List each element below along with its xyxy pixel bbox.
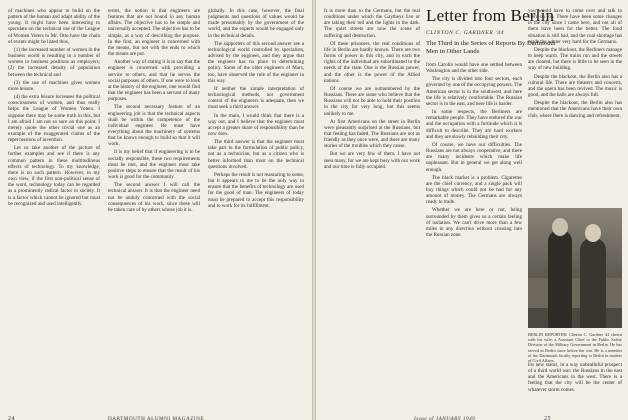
right-column-1 <box>324 8 420 402</box>
paragraph: from Carolin would have one settled between Washington and the other side. <box>426 62 522 75</box>
paragraph: Another way of stating it is to say that the engineer is concerned with providing a service to others, and that he serves the social purposes of others. If one were to look at the history of the engineer, one would find that the engineer has been a servant of many purposes. <box>108 59 200 103</box>
left-page <box>0 0 312 420</box>
photo-background <box>528 208 622 278</box>
photo-person-right <box>580 238 606 328</box>
photo-ground <box>528 308 622 328</box>
paragraph: Despite the blackout, the Berlin also has a cultural life. There are theaters and concerts, and the opera has been revived. The music is good, and the halls are always full. <box>528 73 622 99</box>
magazine-name: DARTMOUTH ALUMNI MAGAZINE <box>108 416 205 420</box>
paragraph: It is more than to the Germans, but the real conditions under which the Gaytheys live or are taking their toll and the lights in the dark. The quiet streets are now the scene of suffering and destruction. <box>324 8 420 39</box>
paragraph: The supporters of this second answer see a technological world controlled by specialists, advised by the engineer, and they argue that the engineer has no place in determining policy. Some of the older engineers of Mars, too, have observed the role of the engineer in this way. <box>208 40 304 84</box>
paragraph: The second answer I will call the technical answer. It is that the engineer need not be unduly concerned with the social consequences of his work, since these will be taken care of by others whose job it is. <box>108 182 200 213</box>
paragraph: In the main, I would think that there is a way out, and I believe that the engineer must accept a greater share of responsibility than he now does. <box>208 112 304 137</box>
paragraph: Despite the blackout, the Berliners manage to keep warm. The trains run and the streets are cleared, but there is little to be seen in the way of new building. <box>528 46 622 72</box>
right-column-3 <box>528 8 622 204</box>
paragraph: you would have to come over and talk to them on top. There have been some changes in the city since I came here, and not all of them have been for the better. The food situation is still bad, and the coal shortage has made the winter very hard for the Germans. <box>528 8 622 45</box>
paragraph: globally. In this case, however, the final judgments and questions of values would be made presumably by the government of the world, and the experts would be engaged only in the technical details. <box>208 8 304 39</box>
paragraph: Of these prisoners, the real conditions of life in Berlin are hardly known. There are two forms of power in this city, and in each the rights of the individual are subordinated to the needs of the state. One is the Russian power, and the other is the power of the Allied nations. <box>324 40 420 84</box>
paragraph: The city is divided into four sectors, each governed by one of the occupying powers. The American sector is in the southwest, and here the life is relatively comfortable. The Russian sector is in the east, and here life is harder. <box>426 76 522 107</box>
photo-person-left <box>548 230 572 328</box>
right-page <box>316 0 628 420</box>
photo-caption: BERLIN REPORTER: Clinton C. Gardner 44 shown with his wife, a Assistant Chief to the Public Safety Division of the Military Government in Berlin. He has served in Berlin since before the war. He is a member of the Dartmouth faculty reporting to Berlin in matters of Civil Affairs. <box>528 332 622 364</box>
paragraph: In some respects, the Berliners are remarkable people. They have endured the war and the occupation with a fortitude which it is difficult to describe. They are hard workers and they are slowly rebuilding their city. <box>426 109 522 140</box>
paragraph: Perhaps the result is not reassuring to some, but it appears to me to be the only way to ensure that the benefits of technology are used for the good of man. The engineers of today must be prepared to accept this responsibility and to work for its fulfillment. <box>208 171 304 209</box>
page-number: 24 <box>8 416 15 420</box>
left-column-3 <box>208 8 304 402</box>
reporter-photo <box>528 208 622 328</box>
paragraph: But we are very few of them. I have not seen many, for we are kept busy with our work and our time is fully occupied. <box>324 151 420 170</box>
photo-person-left-head <box>552 218 568 236</box>
paragraph: The black market is a problem. Cigarettes are the chief currency, and a single pack will buy things which could not be had for any amount of money. The Germans are always ready to trade. <box>426 174 522 206</box>
paragraph: (1) the increased number of women in the business world is resulting in a number of women in business positions as employers; (2) the increased density of population between the technical and <box>8 46 100 78</box>
left-column-2 <box>108 8 200 402</box>
left-column-1 <box>8 8 100 402</box>
paragraph: of machines who appear to build on the pattern of the human and adapt ability of the young. It might have been interesting to speculate on the technical use of the League of Women Voters to Mr. Otto have the chain of events might be listed thus, <box>8 8 100 45</box>
right-column-4 <box>528 362 622 404</box>
paragraph: The third answer is that the engineer must take part in the formulation of public policy, not as a technician, but as a citizen who is better informed than most on the technical questions involved. <box>208 139 304 170</box>
paragraph: The second necessary feature of an engineering job is that the technical aspects shall be within the competence of the individual engineer. He must have everything about the machinery of systems that he knows enough to build so that it will work. <box>108 104 200 148</box>
paragraph: (3) the use of machines gives women more leisure. <box>8 79 100 92</box>
paragraph: Despite the blackout, the Berlin also has mentioned that the Americans have their own club, where there is dancing and refreshment. <box>528 100 622 119</box>
paragraph: It is my belief that if engineering is to be socially responsible, these two requirements must be met, and the engineer must take positive steps to ensure that the result of his work is good for the community. <box>108 149 200 181</box>
article-headline: Letter from Berlin <box>426 6 555 25</box>
paragraph: terms, the notion is that engineers are features that are not bound in any human affairs. The objective has to be simple and universally accepted. The objective has to be simple, as a way of describing the purpose. In the first, an engineer is concerned with the means, but not with the ends to which the means are put. <box>108 8 200 58</box>
article-deck: The Third in the Series of Reports By Dartmouth Men in Other Lands <box>426 40 556 55</box>
paragraph: If neither the simple interpretation of technological methods, nor government control of the engineers is adequate, then we must seek a third answer. <box>208 85 304 111</box>
paragraph: his new status, in a way unhealthful prospect of a third world war: the Russians in the east and the Americans in the west. There is a feeling that the city will be the center of whatever storm comes. <box>528 362 622 393</box>
paragraph: Of course, we have our difficulties. The Russians are not always cooperative, and there are many incidents which make life unpleasant. But in general we get along well enough. <box>426 141 522 173</box>
paragraph: Of course we are outnumbered by the Russians. There are some who believe that the Russians will not be able to hold their position in the city for very long, but this seems unlikely to me. <box>324 85 420 117</box>
photo-person-right-head <box>585 224 601 242</box>
paragraph: Let us take another of the picture of further examples and see if there is any common pattern in these multitudinous effects of technology. To my knowledge, there is no such pattern. However, in my own view, if the first non-political sense of the word, technology today can be regarded as a prominently radical factor in society. It is a factor which cannot be ignored but must be recognized and used intelligently. <box>8 145 100 207</box>
paragraph: (4) the extra leisure increases the political consciousness of women, and thus really helps the League of Women Voters. I suppose there may be some truth in this, but I am afraid I am not so sure on this point. I merely quote the other trivial one as an example of the exaggerated claims of the repercussions of invention. <box>8 94 100 144</box>
right-column-2 <box>426 62 522 402</box>
paragraph: At first Americans on the street in Berlin were pleasantly surprised at the Russians, but that feeling has faded. The Russians are not as friendly as they once were, and there are many stories of the troubles which they cause. <box>324 118 420 150</box>
article-byline: CLINTON C. GARDNER '44 <box>426 30 505 36</box>
paragraph: Whether we are here or not, being surrounded by them gives us a certain feeling of isolation. We can't drive more than a few miles in any direction without crossing into the Russian zone. <box>426 207 522 239</box>
page-number: 25 <box>544 416 551 420</box>
issue-date: Issue of JANUARY 1949 <box>414 416 476 420</box>
